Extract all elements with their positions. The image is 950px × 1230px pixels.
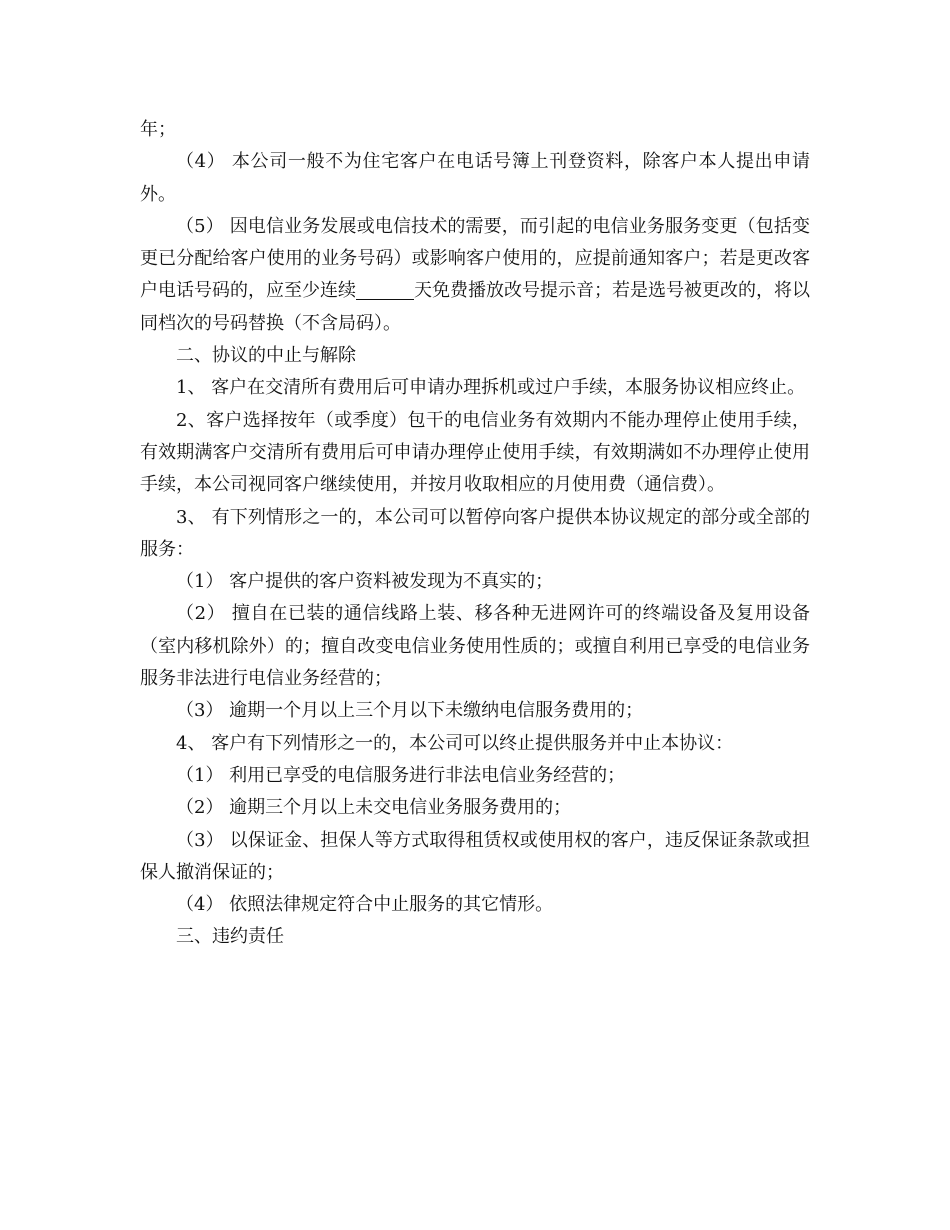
- document-body: [140, 114, 810, 954]
- paragraph-clause-3: 3、 有下列情形之一的，本公司可以暂停向客户提供本协议规定的部分或全部的服务：: [140, 506, 810, 560]
- paragraph-clause-1: 1、 客户在交清所有费用后可申请办理拆机或过户手续，本服务协议相应终止。: [176, 377, 806, 399]
- paragraph-clause-4: 4、 客户有下列情形之一的，本公司可以终止提供服务并中止本协议：: [176, 732, 734, 754]
- paragraph-item-5-text-after: 天免费播放改号提示音；若是选号被更改的，将以同档次的号码替换（不含局码）。: [140, 280, 810, 334]
- paragraph-clause-3-item-3: （3） 逾期一个月以上三个月以下未缴纳电信服务费用的；: [176, 700, 644, 722]
- paragraph-item-5-text-before: （5） 因电信业务发展或电信技术的需要，而引起的电信业务服务变更（包括变更已分配给客户使用的业务号码）或影响客户使用的，应提前通知客户；若是更改客户电话号码的，应至少连续: [140, 215, 810, 302]
- section-heading-3: 三、违约责任: [176, 926, 284, 948]
- paragraph-clause-4-item-1: （1） 利用已享受的电信服务进行非法电信业务经营的；: [176, 764, 626, 786]
- paragraph-clause-4-item-3: （3） 以保证金、担保人等方式取得租赁权或使用权的客户，违反保证条款或担保人撤消保证的；: [140, 829, 810, 883]
- paragraph-clause-4-item-2: （2） 逾期三个月以上未交电信业务服务费用的；: [176, 797, 572, 819]
- paragraph-clause-3-item-2: （2） 擅自在已装的通信线路上装、移各种无进网许可的终端设备及复用设备（室内移机除外）的；擅自改变电信业务使用性质的；或擅自利用已享受的电信业务服务非法进行电信业务经营的；: [140, 603, 810, 690]
- paragraph-clause-4-item-4: （4） 依照法律规定符合中止服务的其它情形。: [176, 894, 554, 916]
- section-heading-2: 二、协议的中止与解除: [176, 345, 356, 367]
- fill-in-blank: [356, 279, 414, 300]
- paragraph-item-5: [140, 211, 810, 340]
- paragraph-item-4: （4） 本公司一般不为住宅客户在电话号簿上刊登资料，除客户本人提出申请外。: [140, 151, 810, 205]
- paragraph-clause-3-item-1: （1） 客户提供的客户资料被发现为不真实的；: [176, 571, 554, 593]
- paragraph-continuation: 年；: [140, 119, 176, 140]
- paragraph-clause-2: 2、客户选择按年（或季度）包干的电信业务有效期内不能办理停止使用手续，有效期满客户交清所有费用后可申请办理停止使用手续，有效期满如不办理停止使用手续，本公司视同客户继续使用，并按月收取相应的月使用费（通信费）。: [140, 409, 810, 496]
